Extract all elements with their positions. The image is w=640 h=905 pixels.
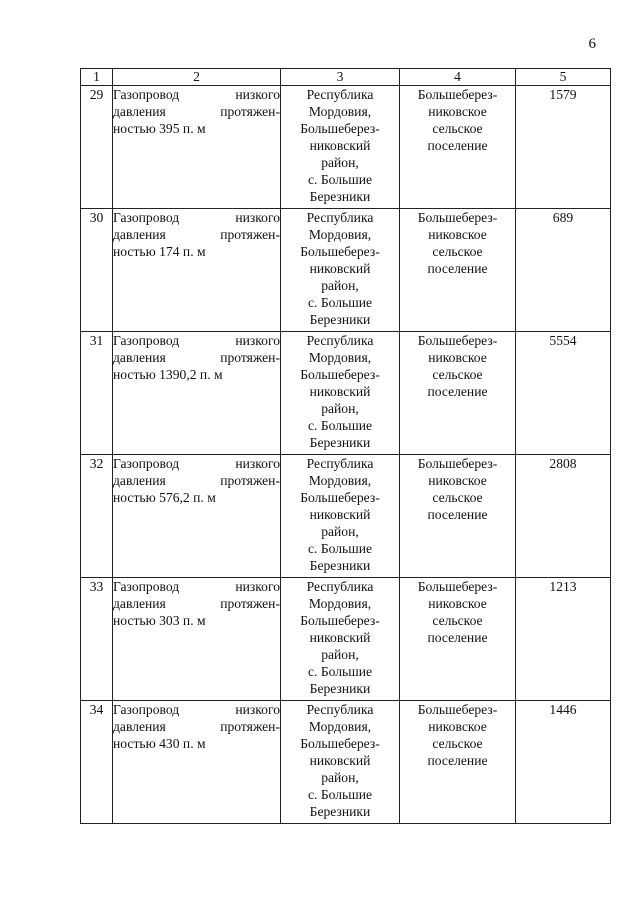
address-line: с. Большие [307, 541, 372, 556]
header-col-2: 2 [113, 69, 281, 86]
settlement-line: Большеберез- [417, 456, 498, 471]
table-row [81, 209, 611, 332]
settlement-line: поселение [427, 261, 488, 276]
page-number: 6 [588, 36, 596, 52]
description-line [113, 735, 280, 752]
description-line [113, 612, 280, 629]
address-line: район, [321, 155, 359, 170]
address-line: Березники [309, 558, 371, 573]
description-line [113, 366, 280, 383]
address-line: никовский [309, 138, 371, 153]
description-word: низкого [235, 702, 280, 717]
address-line: Мордовия, [308, 596, 372, 611]
description-word: протяжен- [220, 350, 280, 365]
property-table [80, 68, 611, 824]
address-line: с. Большие [307, 418, 372, 433]
table-header-row [81, 69, 611, 86]
address-line: Березники [309, 804, 371, 819]
description-word: Газопровод [113, 333, 180, 348]
description-line [113, 349, 280, 366]
address-line: никовский [309, 753, 371, 768]
description-word: ностью 576,2 п. м [113, 490, 216, 505]
description-line [113, 455, 280, 472]
settlement-line: сельское [432, 490, 483, 505]
description-word: давления [113, 719, 166, 734]
address-line: Большеберез- [300, 613, 380, 628]
settlement-line: Большеберез- [417, 579, 498, 594]
row-number: 29 [81, 86, 113, 209]
description-line [113, 595, 280, 612]
table-row [81, 86, 611, 209]
address-line: Республика [306, 333, 374, 348]
address-line: Республика [306, 702, 374, 717]
description-word: давления [113, 596, 166, 611]
description-line [113, 489, 280, 506]
table-body [81, 69, 611, 824]
address-line: Большеберез- [300, 367, 380, 382]
description-word: давления [113, 227, 166, 242]
settlement-line: поселение [427, 138, 488, 153]
description-word: протяжен- [220, 473, 280, 488]
address-line: Республика [306, 87, 374, 102]
address-line: с. Большие [307, 172, 372, 187]
object-value: 689 [516, 209, 611, 332]
description-word: ностью 1390,2 п. м [113, 367, 223, 382]
object-address [281, 86, 400, 209]
address-line: Березники [309, 189, 371, 204]
description-line [113, 578, 280, 595]
settlement-name [400, 86, 516, 209]
object-value: 1446 [516, 701, 611, 824]
description-word: низкого [235, 579, 280, 594]
settlement-name [400, 209, 516, 332]
description-word: давления [113, 104, 166, 119]
object-description [113, 701, 281, 824]
header-col-4: 4 [400, 69, 516, 86]
address-line: район, [321, 401, 359, 416]
object-value: 1213 [516, 578, 611, 701]
settlement-line: никовское [428, 719, 487, 734]
address-line: с. Большие [307, 295, 372, 310]
settlement-name [400, 701, 516, 824]
table-row [81, 332, 611, 455]
address-line: Большеберез- [300, 121, 380, 136]
address-line: Большеберез- [300, 244, 380, 259]
address-line: Мордовия, [308, 227, 372, 242]
settlement-name [400, 455, 516, 578]
address-line: Березники [309, 312, 371, 327]
description-word: давления [113, 350, 166, 365]
object-address [281, 209, 400, 332]
object-description [113, 455, 281, 578]
description-word: Газопровод [113, 210, 180, 225]
row-number: 34 [81, 701, 113, 824]
description-line [113, 209, 280, 226]
description-word: протяжен- [220, 227, 280, 242]
row-number: 32 [81, 455, 113, 578]
address-line: Мордовия, [308, 350, 372, 365]
object-description [113, 86, 281, 209]
description-word: протяжен- [220, 104, 280, 119]
address-line: район, [321, 647, 359, 662]
description-line [113, 103, 280, 120]
description-word: Газопровод [113, 87, 180, 102]
description-word: низкого [235, 210, 280, 225]
row-number: 30 [81, 209, 113, 332]
settlement-line: никовское [428, 227, 487, 242]
settlement-line: сельское [432, 367, 483, 382]
row-number: 31 [81, 332, 113, 455]
object-address [281, 578, 400, 701]
object-address [281, 701, 400, 824]
header-col-5: 5 [516, 69, 611, 86]
description-line [113, 243, 280, 260]
address-line: никовский [309, 384, 371, 399]
description-word: ностью 303 п. м [113, 613, 206, 628]
settlement-line: поселение [427, 753, 488, 768]
description-line [113, 701, 280, 718]
table-row [81, 578, 611, 701]
address-line: с. Большие [307, 787, 372, 802]
header-col-1: 1 [81, 69, 113, 86]
address-line: Республика [306, 456, 374, 471]
description-line [113, 86, 280, 103]
object-value: 2808 [516, 455, 611, 578]
header-col-3: 3 [281, 69, 400, 86]
address-line: Республика [306, 210, 374, 225]
address-line: никовский [309, 630, 371, 645]
address-line: Мордовия, [308, 104, 372, 119]
settlement-name [400, 578, 516, 701]
description-word: давления [113, 473, 166, 488]
address-line: район, [321, 278, 359, 293]
description-word: ностью 430 п. м [113, 736, 206, 751]
settlement-line: поселение [427, 507, 488, 522]
settlement-line: Большеберез- [417, 333, 498, 348]
address-line: никовский [309, 507, 371, 522]
address-line: район, [321, 524, 359, 539]
description-word: низкого [235, 456, 280, 471]
address-line: Мордовия, [308, 473, 372, 488]
address-line: никовский [309, 261, 371, 276]
description-line [113, 472, 280, 489]
table-row [81, 455, 611, 578]
settlement-line: никовское [428, 350, 487, 365]
description-word: низкого [235, 87, 280, 102]
object-address [281, 332, 400, 455]
object-description [113, 209, 281, 332]
object-value: 5554 [516, 332, 611, 455]
table-row [81, 701, 611, 824]
address-line: с. Большие [307, 664, 372, 679]
address-line: Мордовия, [308, 719, 372, 734]
description-line [113, 120, 280, 137]
description-word: Газопровод [113, 702, 180, 717]
address-line: район, [321, 770, 359, 785]
address-line: Березники [309, 435, 371, 450]
settlement-line: поселение [427, 384, 488, 399]
settlement-line: поселение [427, 630, 488, 645]
description-word: протяжен- [220, 719, 280, 734]
settlement-line: сельское [432, 613, 483, 628]
settlement-line: Большеберез- [417, 702, 498, 717]
object-description [113, 332, 281, 455]
description-line [113, 332, 280, 349]
object-value: 1579 [516, 86, 611, 209]
description-word: Газопровод [113, 579, 180, 594]
row-number: 33 [81, 578, 113, 701]
settlement-line: никовское [428, 104, 487, 119]
description-word: протяжен- [220, 596, 280, 611]
description-line [113, 718, 280, 735]
address-line: Республика [306, 579, 374, 594]
settlement-line: никовское [428, 473, 487, 488]
settlement-line: Большеберез- [417, 87, 498, 102]
settlement-name [400, 332, 516, 455]
description-word: Газопровод [113, 456, 180, 471]
settlement-line: сельское [432, 736, 483, 751]
description-word: ностью 395 п. м [113, 121, 206, 136]
settlement-line: Большеберез- [417, 210, 498, 225]
address-line: Большеберез- [300, 490, 380, 505]
description-word: ностью 174 п. м [113, 244, 206, 259]
address-line: Березники [309, 681, 371, 696]
address-line: Большеберез- [300, 736, 380, 751]
description-line [113, 226, 280, 243]
description-word: низкого [235, 333, 280, 348]
object-description [113, 578, 281, 701]
settlement-line: сельское [432, 121, 483, 136]
settlement-line: никовское [428, 596, 487, 611]
object-address [281, 455, 400, 578]
settlement-line: сельское [432, 244, 483, 259]
